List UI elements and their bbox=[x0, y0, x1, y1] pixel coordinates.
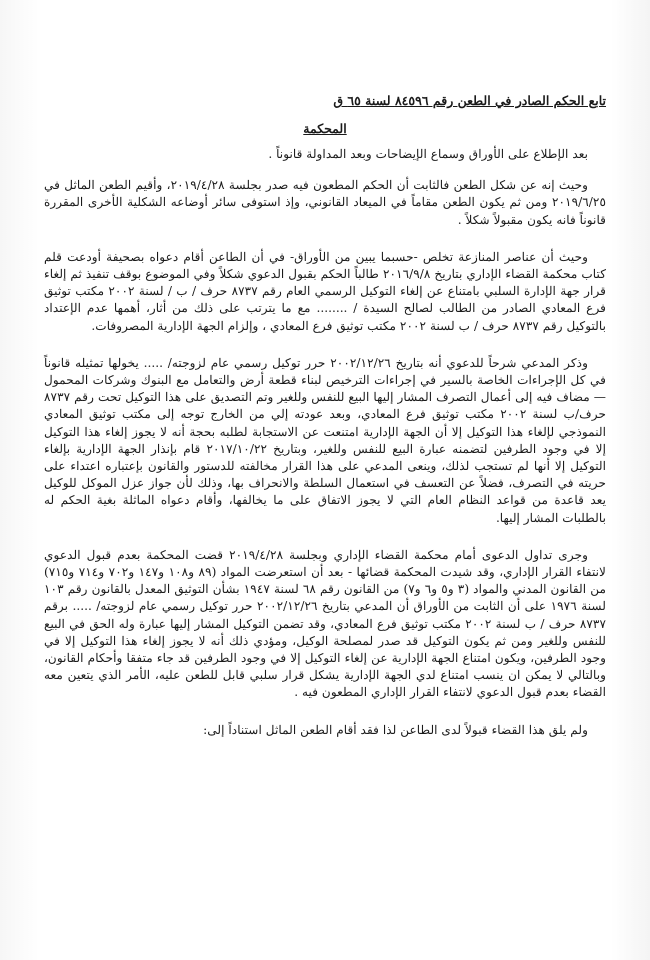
paragraph-proceedings: وجرى تداول الدعوى أمام محكمة القضاء الإداري وبجلسة ٢٠١٩/٤/٢٨ قضت المحكمة بعدم قبول الدعوي لانتفاء القرار الإداري، وقد شيدت المحكمة قضائها - بعد أن استعرضت المواد (٨٩ و١٠٨ و١٤٧ و٧٠٢ و٧١٤ و٧١٥) من القانون المدني والمواد (٣ و٥ و٦ و٧) من القانون رقم ٦٨ لسنة ١٩٤٧ بشأن التوثيق المعدل بالقانون رقم ١٠٣ لسنة ١٩٧٦ على أن الثابت من الأوراق أن المدعي بتاريخ ٢٠٠٢/١٢/٢٦ حرر توكيل رسمي عام لزوجته/ ..... برقم ٨٧٣٧ حرف / ب لسنة ٢٠٠٢ مكتب توثيق فرع المعادي، وقد تضمن التوكيل المشار إليها عبارة وله الحق في البيع للنفس وللغير ومن ثم يكون التوكيل قد صدر لمصلحة الوكيل، ومؤدي ذلك أنه لا يجوز إلغاء هذا التوكيل إلا في وجود الطرفين، ويكون امتناع الجهة الإدارية عن إلغاء التوكيل إلا في وجود الطرفين قد جاء متفقا وأحكام القانون، وبالتالي لا يمكن ان ينسب امتناع لدي الجهة الإدارية يشكل قرار سلبي قابل للطعن عليه، الأمر الذي يتعين معه القضاء بعدم قبول الدعوي لانتفاء القرار الإداري المطعون فيه . bbox=[44, 547, 607, 700]
paragraph-plaintiff-statement: وذكر المدعي شرحاً للدعوي أنه بتاريخ ٢٠٠٢/١٢/٢٦ حرر توكيل رسمي عام لزوجته/ ..... يخولها تمثيله قانوناً في كل الإجراءات الخاصة بالسير في إجراءات الترخيص لبناء قطعة أرض والتعامل مع البنوك وشركات المحمول — مضاف فيه إلى أعمال التصرف المشار إليها البيع للنفس وللغير وتم التصديق على هذا التوكيل تحت رقم ٨٧٣٧ حرف/ب لسنة ٢٠٠٢ مكتب توثيق فرع المعادي، وبعد عودته إلي من الخارج توجه إلى مكتب توثيق المعادي النموذجي لإلغاء هذا التوكيل إلا أن الجهة الإدارية امتنعت عن الاستجابة لطلبه بحجة أنه لا يجوز إلغاء هذا التوكيل إلا في وجود الطرفين لتضمنه عبارة البيع للنفس وللغير، وبتاريخ ٢٠١٧/١٠/٢٢ قام بإنذار الجهة الإدارية بإلغاء التوكيل إلا أنها لم تستجب لذلك، وينعى المدعي على هذا القرار مخالفته للدستور والقانون بإعتباره اعتداء على حريته في التصرف، فضلاً عن التعسف في استعمال السلطة والانحراف بها، وذلك لأن جواز عزل الموكل للوكيل يعد قاعدة من قواعد النظام العام التي لا يجوز الاتفاق على ما يخالفها، وأقام دعواه الماثلة بغية الحكم له بالطلبات المشار إليها. bbox=[44, 355, 606, 525]
paragraph-dispute-elements: وحيث أن عناصر المنازعة تخلص -حسبما يبين من الأوراق- في أن الطاعن أقام دعواه بصحيفة أودعت قلم كتاب محكمة القضاء الإداري بتاريخ ٢٠١٦/٩/٨ طالباً الحكم بقبول الدعوي شكلاً وفي الموضوع بوقف تنفيذ ثم إلغاء قرار جهة الإدارة السلبي بامتناع عن إلغاء التوكيل الرسمي العام رقم ٨٧٣٧ حرف / ب / لسنة ٢٠٠٢ مكتب توثيق فرع المعادي الصادر من الطالب لصالح السيدة / ........ مع ما يترتب على ذلك من أثار، أهمها عدم الإعتداد بالتوكيل رقم ٨٧٣٧ حرف / ب لسنة ٢٠٠٢ مكتب توثيق فرع المعادي ، وإلزام الجهة الإدارية المصروفات. bbox=[44, 249, 606, 333]
paragraph-appeal-grounds: ولم يلق هذا القضاء قبولاً لدى الطاعن لذا فقد أقام الطعن الماثل استناداً إلى: bbox=[203, 722, 588, 737]
paragraph-intro: بعد الإطلاع على الأوراق وسماع الإيضاحات وبعد المداولة قانوناً . bbox=[268, 147, 588, 161]
paragraph-form: وحيث إنه عن شكل الطعن فالثابت أن الحكم المطعون فيه صدر بجلسة ٢٠١٩/٤/٢٨، وأقيم الطعن الماثل في ٢٠١٩/٦/٢٥ ومن ثم يكون الطعن مقاماً في الميعاد القانوني، وإذ استوفى سائر أوضاعه الشكلية الأخرى المقررة قانوناً فانه يكون مقبولاً شكلاً . bbox=[44, 178, 606, 227]
ruling-header: تابع الحكم الصادر في الطعن رقم ٨٤٥٩٦ لسنة ٦٥ ق bbox=[333, 93, 606, 108]
court-title: المحكمة bbox=[303, 121, 347, 136]
